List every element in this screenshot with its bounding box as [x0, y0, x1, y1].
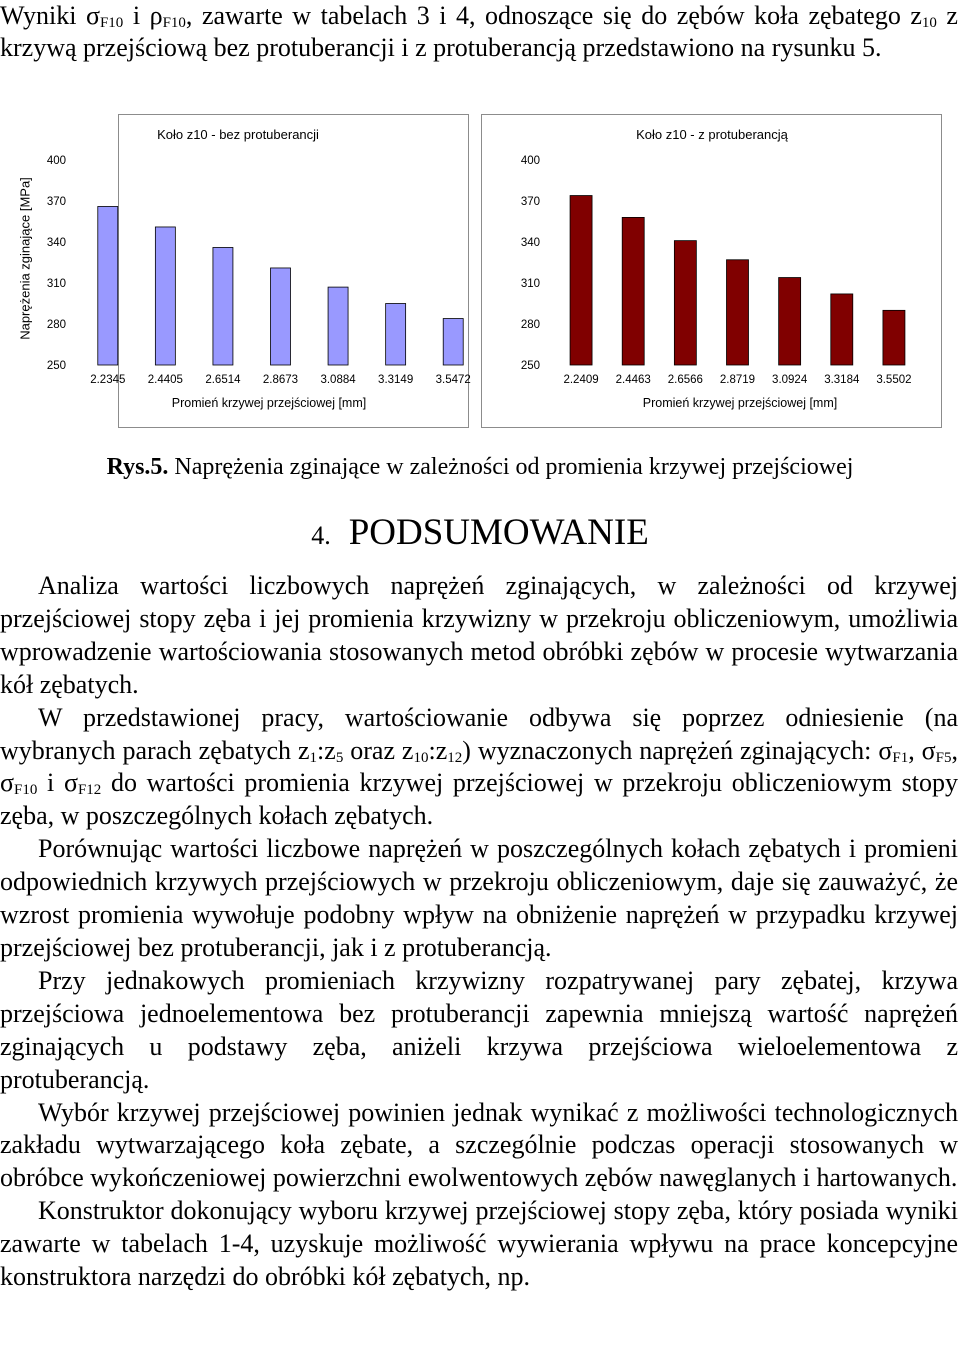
subscript: 5 [335, 749, 344, 766]
paragraph-5: Wybór krzywej przejściowej powinien jednak wynikać z możliwości technologicznych zakładu wytwarzającego koła zębate, a szczególnie podczas operacji stosowanych w obróbce wykończeniowej powierzchni ewolwentowych zębów nawęglanych i hartowanych. [0, 1097, 958, 1193]
paragraph-3: Porównując wartości liczbowe naprężeń w poszczególnych kołach zębatych i promieni odpowiednich krzywych przejściowych w przekroju obliczeniowym, daje się zauważyć, że wzrost promienia wywołuje podobny wpływ na obniżenie naprężeń w przypadku krzywej przejściowej bez protuberancji, jak i z protuberancją. [0, 834, 958, 962]
intro-text: z krzywą przejściową bez protuberancji i z protuberancją przedstawiono na rysunku 5. [0, 1, 958, 62]
sigma-symbol: σ [878, 735, 893, 765]
caption-label: Rys.5. [106, 454, 169, 480]
bar [328, 287, 348, 365]
p2-text: , [951, 735, 959, 765]
x-tick-label: 2.8673 [262, 374, 299, 386]
intro-text: i [123, 1, 150, 30]
paragraph-6: Konstruktor dokonujący wyboru krzywej przejściowej stopy zęba, który posiada wyniki zawarte w tabelach 1-4, uzyskuje możliwość wywierania wpływu na prace koncepcyjne konstruktora narzędzi do obróbki kół zębatych, np. [0, 1196, 958, 1292]
y-tick-label: 250 [46, 360, 66, 372]
bar [271, 268, 291, 365]
bar [155, 227, 175, 365]
chart-title: Koło z10 - z protuberancją [636, 127, 788, 142]
subscript: 10 [413, 749, 429, 766]
bar [831, 294, 853, 365]
y-tick-label: 370 [46, 196, 66, 208]
p2-text: :z [317, 735, 336, 765]
bar [727, 260, 749, 365]
x-tick-label: 2.4405 [147, 374, 183, 386]
x-tick-label: 3.3149 [378, 374, 414, 386]
bar [883, 310, 905, 365]
subscript: F12 [77, 782, 102, 799]
subscript: F10 [99, 15, 124, 31]
x-tick-label: 3.3184 [824, 374, 860, 386]
bar [443, 319, 463, 365]
x-tick-label: 2.6566 [667, 374, 703, 386]
x-tick-label: 3.0924 [772, 374, 808, 386]
body-text [0, 570, 958, 1294]
intro-text: , zawarte w tabelach 3 i 4, odnoszące się do zębów koła zębatego z [185, 1, 922, 30]
bar [622, 217, 644, 365]
bar [213, 247, 233, 365]
bar [779, 278, 801, 365]
paragraph-4: Przy jednakowych promieniach krzywizny rozpatrywanej pary zębatej, krzywa przejściowa jednoelementowa bez protuberancji zapewnia mniejszą wartość naprężeń zginających u podstawy zęba, aniżeli krzywa przejściowa wieloelementowa z protuberancją. [0, 965, 958, 1094]
y-tick-label: 400 [46, 155, 66, 167]
section-title: PODSUMOWANIE [348, 512, 649, 553]
section-heading [0, 512, 960, 557]
bar [386, 304, 406, 366]
y-tick-label: 310 [46, 278, 66, 290]
sigma-symbol: σ [0, 768, 15, 798]
paragraph-2 [0, 702, 958, 834]
section-number: 4. [311, 521, 331, 550]
paragraph-1: Analiza wartości liczbowych naprężeń zginających, w zależności od krzywej przejściowej stopy zęba i jej promienia krzywizny w przekroju obliczeniowym, umożliwia wprowadzenie wartościowania stosowanych metod obróbki zębów w procesie wytwarzania kół zębatych. [0, 571, 958, 699]
subscript: 12 [447, 749, 463, 766]
y-axis-label-left: Naprężenia zginające [MPa] [17, 177, 33, 340]
y-tick-label: 370 [520, 196, 540, 208]
sigma-symbol: σ [63, 768, 78, 798]
y-tick-label: 280 [46, 319, 66, 331]
x-tick-label: 2.4463 [615, 374, 651, 386]
x-tick-label: 2.2345 [90, 374, 126, 386]
x-axis-label: Promień krzywej przejściowej [mm] [171, 396, 367, 410]
chart-panel-left [46, 114, 471, 428]
intro-paragraph [0, 0, 958, 63]
p2-text: oraz z [343, 735, 414, 765]
y-tick-label: 400 [520, 155, 540, 167]
subscript: F1 [892, 749, 909, 766]
y-tick-label: 340 [46, 237, 66, 249]
x-tick-label: 2.6514 [205, 374, 241, 386]
caption-text: Naprężenia zginające w zależności od promienia krzywej przejściowej [168, 454, 854, 480]
subscript: F10 [162, 15, 186, 31]
p2-text: , [908, 735, 922, 765]
y-tick-label: 340 [520, 237, 540, 249]
x-axis-label: Promień krzywej przejściowej [mm] [642, 396, 838, 410]
x-tick-label: 3.5502 [876, 374, 912, 386]
y-tick-label: 250 [520, 360, 540, 372]
y-tick-label: 280 [520, 319, 540, 331]
x-tick-label: 2.2409 [563, 374, 599, 386]
bar-chart-left [46, 115, 471, 427]
bar [98, 206, 118, 365]
p2-text: :z [428, 735, 448, 765]
x-tick-label: 2.8719 [719, 374, 756, 386]
y-tick-label: 310 [520, 278, 540, 290]
subscript: 1 [309, 749, 318, 766]
p2-text: i [37, 768, 64, 798]
figure-caption [0, 452, 960, 482]
subscript: 10 [921, 15, 937, 31]
bar-chart-right [482, 115, 941, 427]
x-tick-label: 3.5472 [435, 374, 471, 386]
rho-symbol: ρ [149, 1, 163, 30]
intro-text: Wyniki [0, 1, 86, 30]
p2-text: ) wyznaczonych naprężeń zginających: [462, 735, 879, 765]
x-tick-label: 3.0884 [320, 374, 356, 386]
p2-text: W przedstawionej pracy, wartościowanie odbywa się poprzez odniesienie (na wybranych parach zębatych z [0, 702, 958, 765]
p2-text: do wartości promienia krzywej przejściowej w przekroju obliczeniowym stopy zęba, w poszczególnych kołach zębatych. [0, 768, 958, 831]
sigma-symbol: σ [85, 1, 100, 30]
subscript: F10 [14, 782, 38, 799]
bar [570, 196, 592, 365]
chart-panel-right [481, 114, 942, 428]
subscript: F5 [935, 749, 952, 766]
chart-title: Koło z10 - bez protuberancji [157, 127, 319, 142]
bar [674, 241, 696, 365]
sigma-symbol: σ [921, 735, 936, 765]
